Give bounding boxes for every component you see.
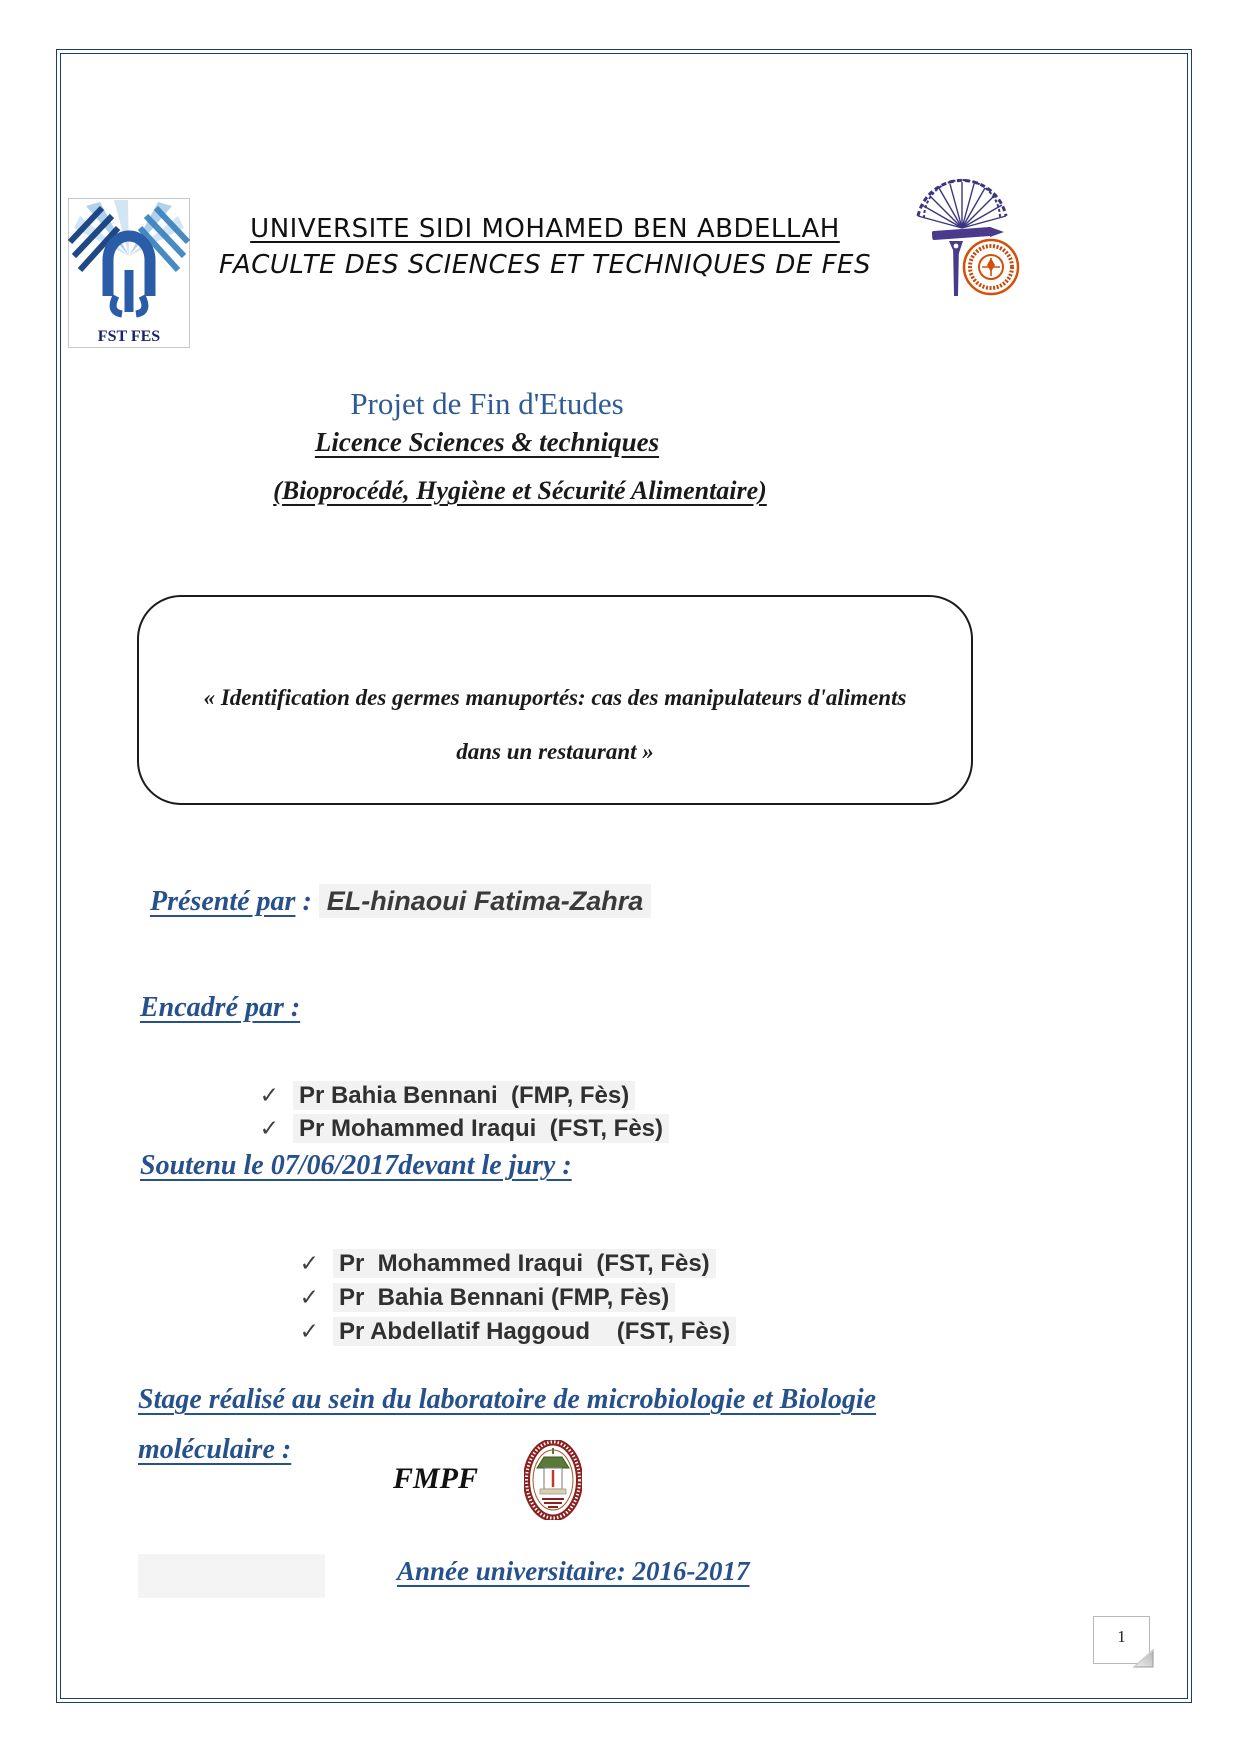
- check-icon: ✓: [299, 1318, 319, 1344]
- university-name: UNIVERSITE SIDI MOHAMED BEN ABDELLAH: [250, 214, 840, 244]
- internship-label-line1: Stage réalisé au sein du laboratoire de microbiologie et Biologie: [138, 1384, 877, 1415]
- check-icon: ✓: [299, 1284, 319, 1310]
- jury-item: [273, 1290, 736, 1374]
- page-number-box: [1093, 1616, 1150, 1664]
- highlight-placeholder-block: [138, 1554, 325, 1598]
- fst-fes-logo-icon: [68, 198, 190, 348]
- check-icon: ✓: [259, 1082, 279, 1108]
- degree-title: Licence Sciences & techniques: [314, 427, 660, 457]
- check-icon: ✓: [299, 1250, 319, 1276]
- page-number: 1: [1117, 1627, 1126, 1646]
- header-block: [195, 214, 895, 280]
- jury-member-name: Pr Abdellatif Haggoud (FST, Fès): [333, 1317, 736, 1346]
- fmpf-seal-logo-icon: [524, 1440, 582, 1520]
- presented-by-separator: :: [295, 886, 319, 917]
- project-type-title: Projet de Fin d'Etudes: [350, 386, 624, 421]
- thesis-title-line1: « Identification des germes manuportés: cas des manipulateurs d'aliments: [203, 685, 907, 710]
- specialty-title: (Bioprocédé, Hygiène et Sécurité Alimentaire): [273, 476, 767, 505]
- supervisor-name: Pr Mohammed Iraqui (FST, Fès): [293, 1114, 669, 1143]
- supervisor-name: Pr Bahia Bennani (FMP, Fès): [293, 1081, 635, 1110]
- internship-host: FMPF: [393, 1462, 479, 1495]
- jury-member-name: Pr Bahia Bennani (FMP, Fès): [333, 1283, 675, 1312]
- supervision-label: Encadré par :: [140, 992, 301, 1023]
- defense-label: Soutenu le 07/06/2017devant le jury :: [140, 1150, 572, 1181]
- author-name: EL-hinaoui Fatima-Zahra: [319, 884, 652, 918]
- faculty-name: FACULTE DES SCIENCES ET TECHNIQUES DE FES: [219, 250, 871, 280]
- thesis-title-line2: dans un restaurant »: [456, 739, 654, 764]
- jury-member-name: Pr Mohammed Iraqui (FST, Fès): [333, 1249, 716, 1278]
- page-curl-icon: [1132, 1647, 1156, 1669]
- thesis-title-box: [137, 595, 973, 805]
- academic-year: Année universitaire: 2016-2017: [397, 1556, 750, 1586]
- fst-logo-caption: FST FES: [97, 328, 161, 345]
- check-icon: ✓: [259, 1115, 279, 1141]
- presented-by-label: Présenté par: [150, 886, 296, 917]
- usmba-seal-logo-icon: [916, 166, 1022, 318]
- presented-by-row: [150, 886, 651, 918]
- internship-label-line2: moléculaire :: [138, 1434, 292, 1465]
